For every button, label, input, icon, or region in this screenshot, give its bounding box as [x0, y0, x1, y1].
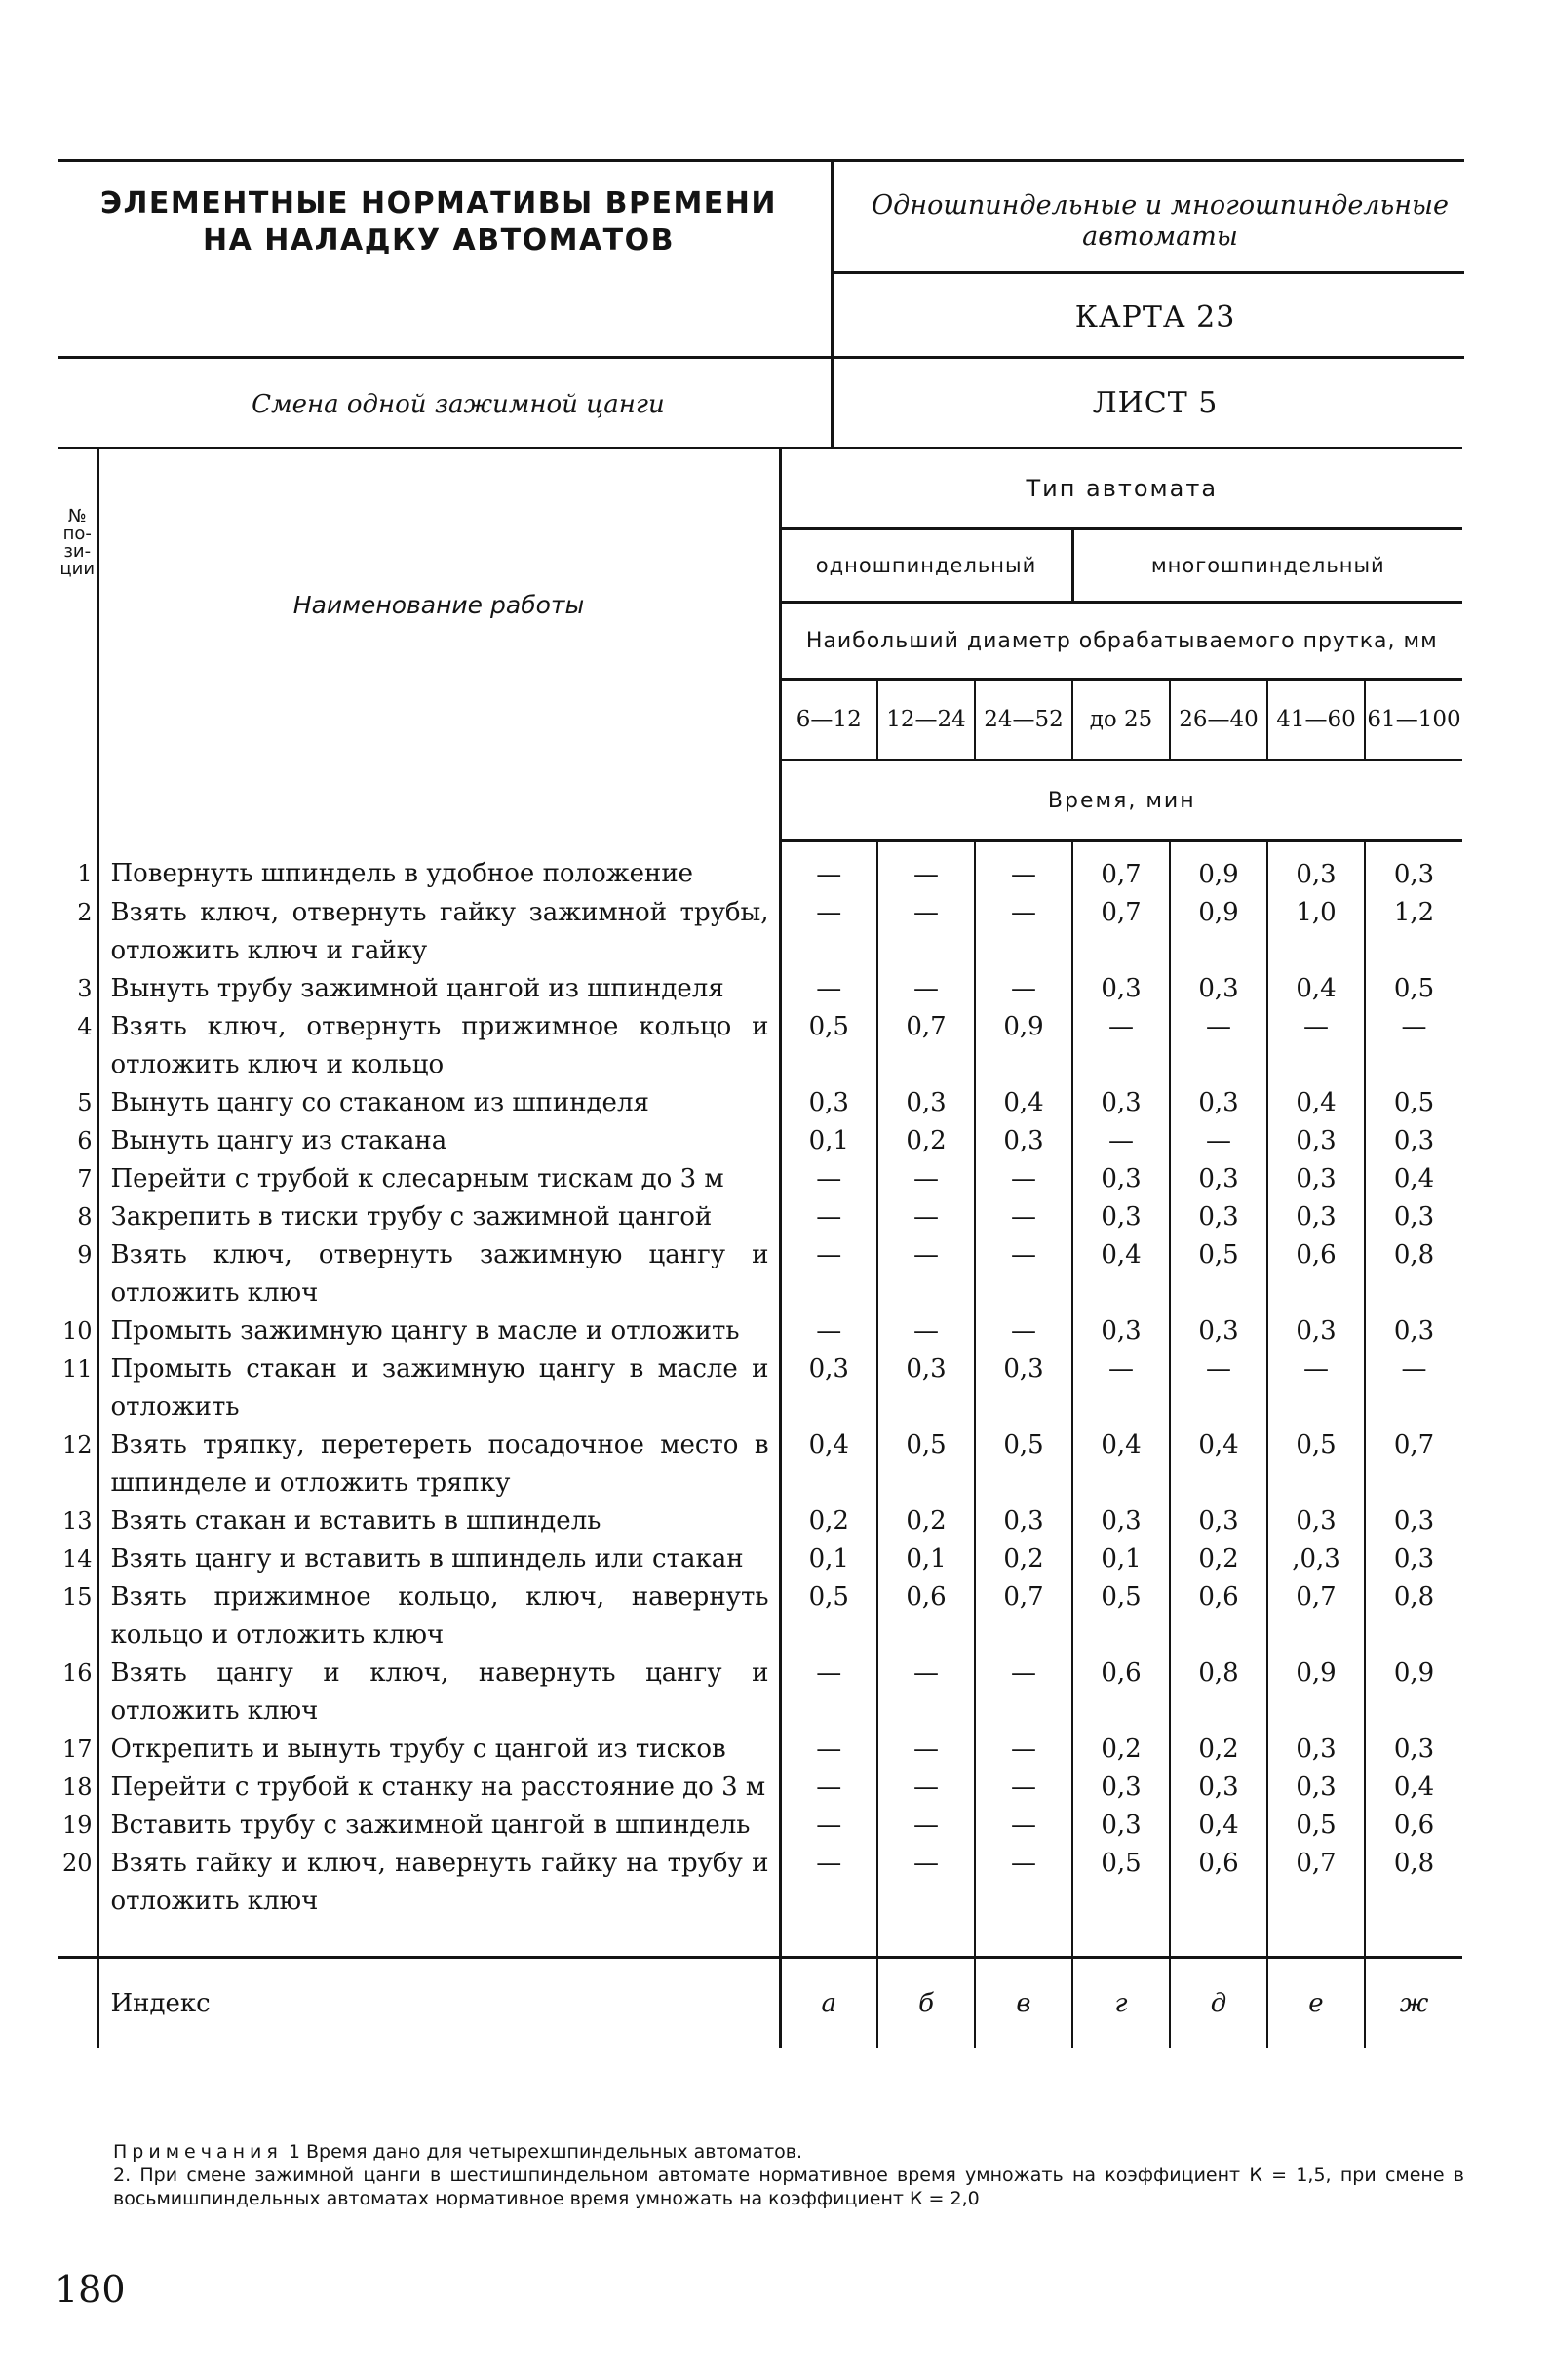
work-name: Взять ключ, отвернуть гайку зажимной трубы, отложить ключ и гайку: [97, 894, 780, 970]
table-row: [58, 841, 1462, 895]
work-name: Взять тряпку, перетереть посадочное место в шпинделе и отложить тряпку: [97, 1426, 780, 1502]
position-number: 12: [58, 1426, 97, 1502]
time-value: —: [780, 841, 877, 895]
operation-title: Смена одной зажимной цанги: [252, 390, 665, 419]
work-name: Промыть зажимную цангу в масле и отложить: [97, 1312, 780, 1350]
time-value: 0,4: [1267, 970, 1365, 1008]
position-number: 6: [58, 1122, 97, 1160]
index-row-number-spacer: [58, 1958, 97, 2049]
header-divider: [831, 159, 834, 449]
table-row: [58, 894, 1462, 970]
position-number: 7: [58, 1160, 97, 1198]
time-value: —: [780, 1198, 877, 1236]
table-row: [58, 1731, 1462, 1769]
time-value: 0,3: [1267, 1731, 1365, 1769]
time-value: 0,2: [780, 1502, 877, 1541]
time-value: —: [780, 1807, 877, 1845]
time-value: —: [877, 1160, 975, 1198]
time-value: 0,3: [1072, 1807, 1170, 1845]
time-value: 0,7: [1072, 841, 1170, 895]
time-value: —: [975, 1198, 1072, 1236]
table-row: [58, 1426, 1462, 1502]
time-value: 0,5: [1267, 1426, 1365, 1502]
table-row: [58, 1579, 1462, 1655]
time-value: 0,7: [877, 1008, 975, 1084]
time-value: —: [1072, 1350, 1170, 1426]
time-value: 0,3: [1393, 1316, 1435, 1346]
time-value: 0,2: [877, 1502, 975, 1541]
time-value: —: [975, 894, 1072, 970]
work-name: Перейти с трубой к станку на расстояние до 3 м: [97, 1769, 780, 1807]
work-name: Вынуть цангу из стакана: [97, 1122, 780, 1160]
time-value: 0,1: [1072, 1541, 1170, 1579]
diameter-range-header: 6—12: [780, 680, 877, 761]
diameter-range-header: 24—52: [975, 680, 1072, 761]
time-value: 0,5: [1072, 1845, 1170, 1958]
time-value: 0,3: [780, 1350, 877, 1426]
time-value: 0,3: [975, 1122, 1072, 1160]
time-value: 0,5: [1072, 1579, 1170, 1655]
time-value: 0,7: [1393, 1430, 1435, 1460]
work-name: Взять цангу и ключ, навернуть цангу и отложить ключ: [97, 1655, 780, 1731]
work-name: Взять гайку и ключ, навернуть гайку на трубу и отложить ключ: [97, 1845, 780, 1958]
time-value: —: [975, 1845, 1072, 1958]
time-value: 0,4: [1393, 1164, 1435, 1193]
note-2: 2. При смене зажимной цанги в шестишпиндельном автомате нормативное время умножать на коэффициент К = 1,5, при смене в восьмишпиндельных автоматах нормативное время умножать на коэффициент К = 2,0: [113, 2165, 1464, 2209]
index-letter: е: [1267, 1958, 1365, 2049]
time-value: 0,4: [780, 1426, 877, 1502]
time-value: —: [975, 1731, 1072, 1769]
document-title: [97, 185, 780, 259]
time-value: 1,2: [1393, 898, 1435, 927]
table-row: [58, 970, 1462, 1008]
time-value: —: [877, 1731, 975, 1769]
table-row: [58, 1502, 1462, 1541]
position-number: 14: [58, 1541, 97, 1579]
time-value: —: [780, 1769, 877, 1807]
time-value: 0,3: [1170, 1198, 1267, 1236]
time-value: —: [877, 1807, 975, 1845]
diameter-range-header: 41—60: [1267, 680, 1365, 761]
time-value: 0,9: [1393, 1658, 1435, 1688]
time-value: —: [975, 1807, 1072, 1845]
time-value: —: [1170, 1350, 1267, 1426]
time-value: 0,5: [1393, 974, 1435, 1003]
table-row: [58, 1122, 1462, 1160]
time-value: 0,3: [1267, 1312, 1365, 1350]
time-value: 0,3: [1170, 1312, 1267, 1350]
position-number: 2: [58, 894, 97, 970]
time-value: 0,6: [877, 1579, 975, 1655]
time-value: —: [1267, 1350, 1365, 1426]
table-row: [58, 1807, 1462, 1845]
header-card-rule: [833, 271, 1464, 274]
time-value: 0,9: [1267, 1655, 1365, 1731]
time-value: —: [780, 1655, 877, 1731]
time-value: —: [1401, 1354, 1427, 1384]
time-value: —: [877, 1198, 975, 1236]
position-number: 19: [58, 1807, 97, 1845]
work-name: Взять цангу и вставить в шпиндель или стакан: [97, 1541, 780, 1579]
time-value: 0,5: [1267, 1807, 1365, 1845]
time-value: 0,3: [1267, 1198, 1365, 1236]
note-1-text: 1 Время дано для четырехшпиндельных автоматов.: [288, 2141, 803, 2163]
position-number: 13: [58, 1502, 97, 1541]
note-1: [113, 2140, 1464, 2164]
time-value: 0,7: [1072, 894, 1170, 970]
time-value: —: [877, 1845, 975, 1958]
time-value: —: [1267, 1008, 1365, 1084]
time-value: 0,3: [1393, 1735, 1435, 1764]
time-value: 0,9: [1170, 841, 1267, 895]
time-value: 0,3: [1393, 1202, 1435, 1231]
time-value: 0,3: [1267, 841, 1365, 895]
time-value: 0,9: [975, 1008, 1072, 1084]
diameter-range-header: 26—40: [1170, 680, 1267, 761]
work-name: Закрепить в тиски трубу с зажимной цангой: [97, 1198, 780, 1236]
header-top-rule: [58, 159, 1464, 162]
time-value: —: [975, 1312, 1072, 1350]
single-spindle-header: одношпиндельный: [780, 529, 1072, 603]
time-value: 0,3: [1170, 1160, 1267, 1198]
time-value: 0,3: [877, 1350, 975, 1426]
time-value: 0,7: [1267, 1845, 1365, 1958]
table-row: [58, 1541, 1462, 1579]
index-letter: а: [780, 1958, 877, 2049]
sheet-number: ЛИСТ 5: [1092, 386, 1219, 420]
time-value: —: [1072, 1122, 1170, 1160]
time-value: 0,2: [877, 1122, 975, 1160]
table-row: [58, 1084, 1462, 1122]
position-number: 17: [58, 1731, 97, 1769]
subtitle-line-1: Одношпиндельные и многошпиндельные: [872, 190, 1449, 220]
position-number: 1: [58, 841, 97, 895]
diameter-range-header: 12—24: [877, 680, 975, 761]
table-row: [58, 1008, 1462, 1084]
time-value: —: [1170, 1122, 1267, 1160]
page-number: 180: [55, 2268, 126, 2311]
position-number: 18: [58, 1769, 97, 1807]
time-value: 0,1: [877, 1541, 975, 1579]
time-value: —: [975, 1236, 1072, 1312]
position-number: 20: [58, 1845, 97, 1958]
time-value: 0,6: [1393, 1811, 1435, 1840]
time-value: 0,5: [1393, 1088, 1435, 1117]
table-row: [58, 1160, 1462, 1198]
time-value: 0,8: [1170, 1655, 1267, 1731]
time-value: 0,4: [1267, 1084, 1365, 1122]
time-value: —: [780, 1731, 877, 1769]
multi-spindle-header: многошпиндельный: [1072, 529, 1462, 603]
position-number: 11: [58, 1350, 97, 1426]
time-value: —: [877, 1655, 975, 1731]
index-letter: г: [1072, 1958, 1170, 2049]
time-value: 0,4: [1170, 1426, 1267, 1502]
time-value: 0,6: [1170, 1579, 1267, 1655]
time-value: 0,7: [975, 1579, 1072, 1655]
time-value: 0,3: [975, 1502, 1072, 1541]
card-number: КАРТА 23: [1074, 300, 1236, 334]
table-row: [58, 1236, 1462, 1312]
position-number: 4: [58, 1008, 97, 1084]
index-label: Индекс: [97, 1958, 780, 2049]
work-name: Взять прижимное кольцо, ключ, навернуть кольцо и отложить ключ: [97, 1579, 780, 1655]
time-value: 0,3: [1072, 1502, 1170, 1541]
time-value: 0,3: [1072, 1084, 1170, 1122]
time-value: 0,2: [1170, 1731, 1267, 1769]
time-value: 0,6: [1072, 1655, 1170, 1731]
time-value: —: [780, 970, 877, 1008]
time-value: —: [780, 1845, 877, 1958]
time-value: 0,3: [1267, 1122, 1365, 1160]
time-value: 0,3: [1267, 1160, 1365, 1198]
time-value: —: [780, 1236, 877, 1312]
time-value: —: [975, 1160, 1072, 1198]
time-value: ,0,3: [1267, 1541, 1365, 1579]
time-value: 0,5: [1170, 1236, 1267, 1312]
time-value: 0,1: [780, 1122, 877, 1160]
time-value: 0,9: [1170, 894, 1267, 970]
work-name: Повернуть шпиндель в удобное положение: [97, 841, 780, 895]
notes-label: Примечания: [113, 2141, 283, 2163]
time-value: 0,5: [780, 1008, 877, 1084]
table-row: [58, 1312, 1462, 1350]
position-number: 8: [58, 1198, 97, 1236]
table-row: [58, 1769, 1462, 1807]
time-value: —: [975, 841, 1072, 895]
machine-type-header: Тип автомата: [780, 449, 1462, 529]
time-value: 0,3: [1170, 970, 1267, 1008]
time-value: 1,0: [1267, 894, 1365, 970]
time-value: 0,3: [1170, 1084, 1267, 1122]
time-value: 0,8: [1393, 1849, 1435, 1878]
time-value: —: [975, 1655, 1072, 1731]
time-value: —: [780, 1160, 877, 1198]
title-line-1: ЭЛЕМЕНТНЫЕ НОРМАТИВЫ ВРЕМЕНИ: [99, 186, 778, 220]
table-row: [58, 1198, 1462, 1236]
time-value: 0,3: [1072, 1160, 1170, 1198]
work-name: Вынуть трубу зажимной цангой из шпинделя: [97, 970, 780, 1008]
time-value: —: [1170, 1008, 1267, 1084]
table-row: [58, 1845, 1462, 1958]
time-value: 0,2: [1072, 1731, 1170, 1769]
position-number: 16: [58, 1655, 97, 1731]
work-name-header-spacer: [97, 761, 780, 841]
time-value: 0,5: [780, 1579, 877, 1655]
work-name: Вставить трубу с зажимной цангой в шпиндель: [97, 1807, 780, 1845]
time-header: Время, мин: [780, 761, 1462, 841]
table-body: [58, 841, 1462, 2049]
work-name-header: Наименование работы: [97, 449, 780, 761]
time-value: 0,6: [1170, 1845, 1267, 1958]
table-row: [58, 1350, 1462, 1426]
time-value: 0,8: [1393, 1582, 1435, 1612]
work-name: Взять ключ, отвернуть прижимное кольцо и отложить ключ и кольцо: [97, 1008, 780, 1084]
time-value: 0,4: [975, 1084, 1072, 1122]
time-value: 0,1: [780, 1541, 877, 1579]
time-value: 0,3: [1072, 1312, 1170, 1350]
time-value: —: [1072, 1008, 1170, 1084]
work-name: Промыть стакан и зажимную цангу в масле и отложить: [97, 1350, 780, 1426]
time-value: 0,4: [1072, 1236, 1170, 1312]
time-value: 0,3: [1170, 1502, 1267, 1541]
time-value: —: [1401, 1012, 1427, 1041]
time-value: 0,4: [1170, 1807, 1267, 1845]
position-number-header: № по- зи- ции: [58, 449, 97, 841]
machine-category: [858, 190, 1462, 253]
time-value: 0,3: [1393, 1506, 1435, 1536]
notes: [113, 2140, 1464, 2210]
time-value: 0,3: [1393, 1126, 1435, 1155]
work-name: Взять стакан и вставить в шпиндель: [97, 1502, 780, 1541]
time-value: 0,4: [1393, 1773, 1435, 1802]
index-row: [58, 1958, 1462, 2049]
time-value: 0,4: [1072, 1426, 1170, 1502]
position-number: 15: [58, 1579, 97, 1655]
index-letter: б: [877, 1958, 975, 2049]
diameter-range-header: 61—100: [1365, 680, 1462, 761]
time-value: —: [877, 1312, 975, 1350]
time-value: —: [975, 970, 1072, 1008]
time-value: 0,5: [975, 1426, 1072, 1502]
time-value: 0,3: [1072, 1198, 1170, 1236]
diameter-range-header: до 25: [1072, 680, 1170, 761]
time-value: —: [877, 1769, 975, 1807]
position-number: 3: [58, 970, 97, 1008]
time-value: —: [975, 1769, 1072, 1807]
header-mid-rule: [58, 356, 1464, 359]
time-value: 0,3: [1072, 970, 1170, 1008]
time-value: 0,3: [975, 1350, 1072, 1426]
index-letter: ж: [1365, 1958, 1462, 2049]
time-value: 0,3: [1267, 1769, 1365, 1807]
time-value: 0,7: [1267, 1579, 1365, 1655]
time-value: 0,8: [1393, 1240, 1435, 1269]
time-value: —: [780, 894, 877, 970]
table-row: [58, 1655, 1462, 1731]
norms-table: [58, 447, 1462, 2048]
time-value: —: [780, 1312, 877, 1350]
title-line-2: НА НАЛАДКУ АВТОМАТОВ: [203, 223, 675, 257]
index-letter: в: [975, 1958, 1072, 2049]
subtitle-line-2: автоматы: [1082, 221, 1238, 252]
time-value: 0,3: [1393, 1544, 1435, 1574]
position-number: 5: [58, 1084, 97, 1122]
time-value: 0,5: [877, 1426, 975, 1502]
work-name: Открепить и вынуть трубу с цангой из тисков: [97, 1731, 780, 1769]
work-name: Взять ключ, отвернуть зажимную цангу и отложить ключ: [97, 1236, 780, 1312]
time-value: 0,6: [1267, 1236, 1365, 1312]
time-value: —: [877, 1236, 975, 1312]
diameter-header: Наибольший диаметр обрабатываемого прутка, мм: [780, 603, 1462, 680]
time-value: 0,3: [1170, 1769, 1267, 1807]
time-value: —: [877, 894, 975, 970]
time-value: 0,2: [1170, 1541, 1267, 1579]
time-value: —: [877, 970, 975, 1008]
time-value: 0,3: [877, 1084, 975, 1122]
index-letter: д: [1170, 1958, 1267, 2049]
time-value: 0,2: [975, 1541, 1072, 1579]
position-number: 9: [58, 1236, 97, 1312]
position-number: 10: [58, 1312, 97, 1350]
work-name: Вынуть цангу со стаканом из шпинделя: [97, 1084, 780, 1122]
work-name: Перейти с трубой к слесарным тискам до 3 м: [97, 1160, 780, 1198]
time-value: 0,3: [780, 1084, 877, 1122]
time-value: 0,3: [1267, 1502, 1365, 1541]
time-value: 0,3: [1072, 1769, 1170, 1807]
time-value: —: [877, 841, 975, 895]
time-value: 0,3: [1393, 860, 1435, 889]
